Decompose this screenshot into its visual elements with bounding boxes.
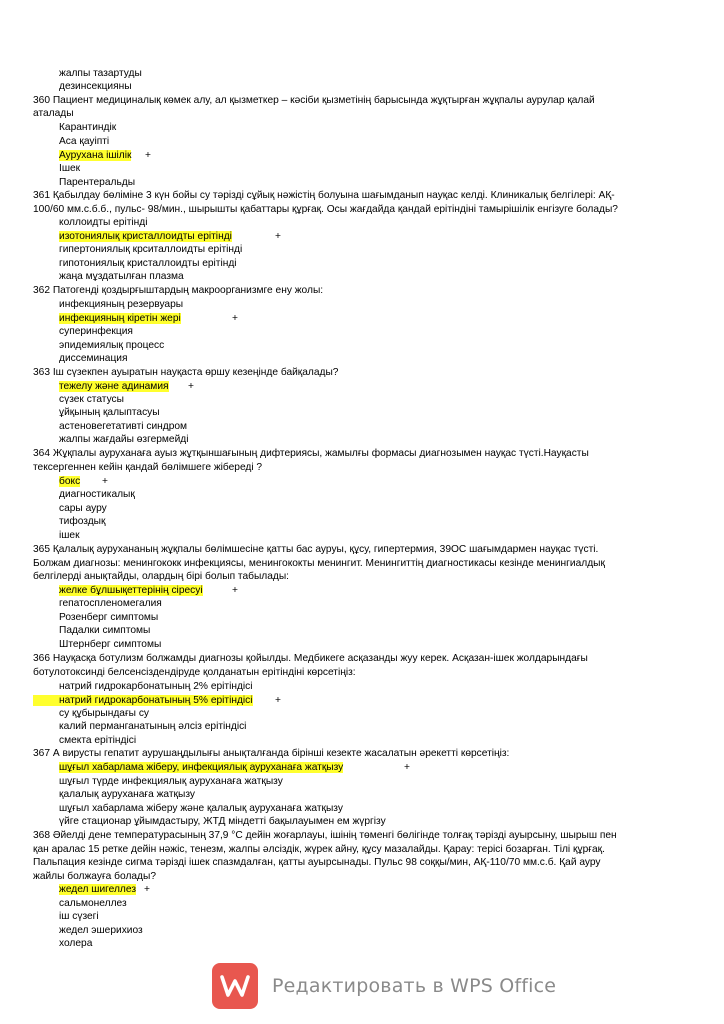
answer-highlight: желке бұлшықеттерінің сіресуі xyxy=(59,585,203,596)
correct-mark: + xyxy=(145,150,151,161)
answer-option: Штернберг симптомы xyxy=(59,639,162,650)
answer-option: шұғыл хабарлама жіберу және қалалық ауруханаға жатқызу xyxy=(59,803,343,814)
question-text: жайлы болжауға болады? xyxy=(33,871,156,882)
answer-option: Падалки симптомы xyxy=(59,625,151,636)
wps-edit-banner[interactable] xyxy=(212,963,556,1009)
answer-option: коллоидты ерiтiндi xyxy=(59,217,148,228)
correct-mark: + xyxy=(232,585,238,596)
answer-option: Карантиндік xyxy=(59,122,117,133)
wps-logo-icon[interactable] xyxy=(212,963,258,1009)
answer-option: калий перманганатының әлсіз ерітіндісі xyxy=(59,721,247,732)
question-text: белгілерді анықтайды, олардың бірі болып табылады: xyxy=(33,571,289,582)
answer-option: жалпы жағдайы өзгермейді xyxy=(59,434,189,445)
answer-highlight: натрий гидрокарбонатының 5% ерітіндісі xyxy=(33,695,253,706)
correct-mark: + xyxy=(275,231,281,242)
answer-highlight: инфекцияның кiретiн жерi xyxy=(59,313,181,324)
answer-option: диссеминация xyxy=(59,353,128,364)
answer-highlight: шұғыл хабарлама жіберу, инфекциялық ауруханаға жатқызу xyxy=(59,762,344,773)
answer-option: инфекцияның резервуары xyxy=(59,299,184,310)
answer-option: Ішек xyxy=(59,163,81,174)
correct-mark: + xyxy=(144,884,150,895)
question-text: Пальпация кезінде сигма тәрізді ішек спазмдалған, қатты ауырсынады. Пульс 98 соққы/мин, АҚ-110/70 мм.с.б. Қай ауру xyxy=(33,857,601,868)
answer-option: ішек xyxy=(59,530,80,541)
question-text: 366 Науқасқа ботулизм болжамды диагнозы қойылды. Медбикеге асқазанды жуу керек. Асқазан-ішек жолдарындағы xyxy=(33,653,588,664)
question-text: 361 Қабылдау бөлiмiне 3 күн бойы су тәрiздi сұйық нәжiстiң болуына шағымданып науқас келдi. Клиникалық белгiлерi: АҚ- xyxy=(33,190,615,201)
answer-option: қалалық ауруханаға жатқызу xyxy=(59,789,195,800)
answer-option: үйге стационар ұйымдастыру, ЖТД міндетті бақылауымен ем жүргізу xyxy=(59,816,386,827)
correct-answer xyxy=(59,380,169,393)
answer-option: смекта ерітіндісі xyxy=(59,735,137,746)
correct-answer xyxy=(59,312,181,325)
answer-option: Розенберг симптомы xyxy=(59,612,159,623)
answer-option: натрий гидрокарбонатының 2% ерітіндісі xyxy=(59,681,253,692)
correct-mark: + xyxy=(275,695,281,706)
answer-option: жалпы тазартуды xyxy=(59,68,142,79)
wps-edit-label[interactable]: Редактировать в WPS Office xyxy=(272,975,557,997)
question-text: 364 Жұқпалы ауруханаға ауыз жұтқыншағының дифтериясы, жамылғы формасы диагнозымен науқас түсті.Науқасты xyxy=(33,448,589,459)
correct-answer xyxy=(59,584,203,597)
correct-answer xyxy=(59,475,80,488)
answer-option: жаңа мұздатылған плазма xyxy=(59,271,184,282)
question-text: 363 Іш сүзекпен ауыратын науқаста өршу кезеңінде байқалады? xyxy=(33,367,339,378)
answer-option: дезинсекцияны xyxy=(59,81,132,92)
answer-option: эпидемиялық процесс xyxy=(59,340,165,351)
answer-option: холера xyxy=(59,938,93,949)
answer-option: сары ауру xyxy=(59,503,107,514)
correct-answer xyxy=(59,883,136,896)
answer-option: Аса қауіпті xyxy=(59,136,110,147)
question-text: 100/60 мм.с.б.б., пульс- 98/мин., шырышты қабаттары құрғақ. Осы жағдайда қандай ерiтiндiнi тамырiшiлiк енгiзуге болады? xyxy=(33,204,618,215)
question-text: 360 Пациент медициналық көмек алу, ал қызметкер – кәсіби қызметінің барысында жұқтырған жұқпалы аурулар қалай xyxy=(33,95,595,106)
correct-answer xyxy=(59,761,343,774)
answer-option: жедел эшерихиоз xyxy=(59,925,143,936)
question-text: қан аралас 15 ретке дейін нәжіс, тенезм, жалпы әлсіздік, жүрек айну, құсу мазалайды. Қарау: терісі бозарған. Тілі құрғақ. xyxy=(33,844,605,855)
answer-highlight: тежелу және адинамия xyxy=(59,381,169,392)
question-text: Болжам диагнозы: менингококк инфекциясы, менингококты менингит. Менингиттің диагностикасы кезінде менингиалдық xyxy=(33,558,605,569)
correct-mark: + xyxy=(404,762,410,773)
wps-w-glyph xyxy=(220,973,250,999)
answer-option: диагностикалық xyxy=(59,489,135,500)
correct-mark: + xyxy=(102,476,108,487)
correct-mark: + xyxy=(232,313,238,324)
question-text: аталады xyxy=(33,108,74,119)
answer-option: сальмонеллез xyxy=(59,898,127,909)
question-text: 362 Патогендi қоздырғыштардың макроорганизмге ену жолы: xyxy=(33,285,324,296)
question-text: 365 Қалалық аурухананың жұқпалы бөлімшесіне қатты бас ауруы, құсу, гипертермия, 39ОС шағымдармен науқас түсті. xyxy=(33,544,599,555)
answer-highlight: жедел шигеллез xyxy=(59,884,136,895)
correct-mark: + xyxy=(188,381,194,392)
question-text: 368 Әйелді дене температурасының 37,9 °С дейін жоғарлауы, ішінің төменгі бөлігінде толғақ тәрізді ауырсыну, шырыш пен xyxy=(33,830,617,841)
correct-answer xyxy=(59,230,232,243)
answer-option: Парентеральды xyxy=(59,177,136,188)
answer-option: астеновегетативті синдром xyxy=(59,421,188,432)
correct-answer xyxy=(59,694,253,707)
correct-answer xyxy=(59,149,131,162)
answer-option: гепатоспленомегалия xyxy=(59,598,162,609)
answer-highlight: Аурухана ішілік xyxy=(59,150,132,161)
question-text: тексергеннен кейін қандай бөлімшеге жібереді ? xyxy=(33,462,263,473)
answer-option: гипертониялық крситаллоидты ерiтiндi xyxy=(59,244,243,255)
question-text: ботулотоксинді белсенсіздендіруде қолданатын ерітіндіні көрсетіңіз: xyxy=(33,667,356,678)
answer-option: сүзек статусы xyxy=(59,394,124,405)
answer-option: шұғыл түрде инфекциялық ауруханаға жатқызу xyxy=(59,776,283,787)
answer-option: гипотониялық кристаллоидты ерiтiндi xyxy=(59,258,237,269)
answer-option: су құбырындағы су xyxy=(59,708,150,719)
answer-option: суперинфекция xyxy=(59,326,133,337)
answer-option: ұйқының қалыптасуы xyxy=(59,407,160,418)
answer-highlight: бокс xyxy=(59,476,81,487)
answer-option: іш сүзегі xyxy=(59,911,99,922)
question-text: 367 А вирусты гепатит аурушаңдылығы анықталғанда бірінші кезекте жасалатын әрекетті көрсетіңіз: xyxy=(33,748,510,759)
answer-highlight: изотониялық кристаллоидты ерiтiндi xyxy=(59,231,232,242)
answer-option: тифоздық xyxy=(59,516,106,527)
